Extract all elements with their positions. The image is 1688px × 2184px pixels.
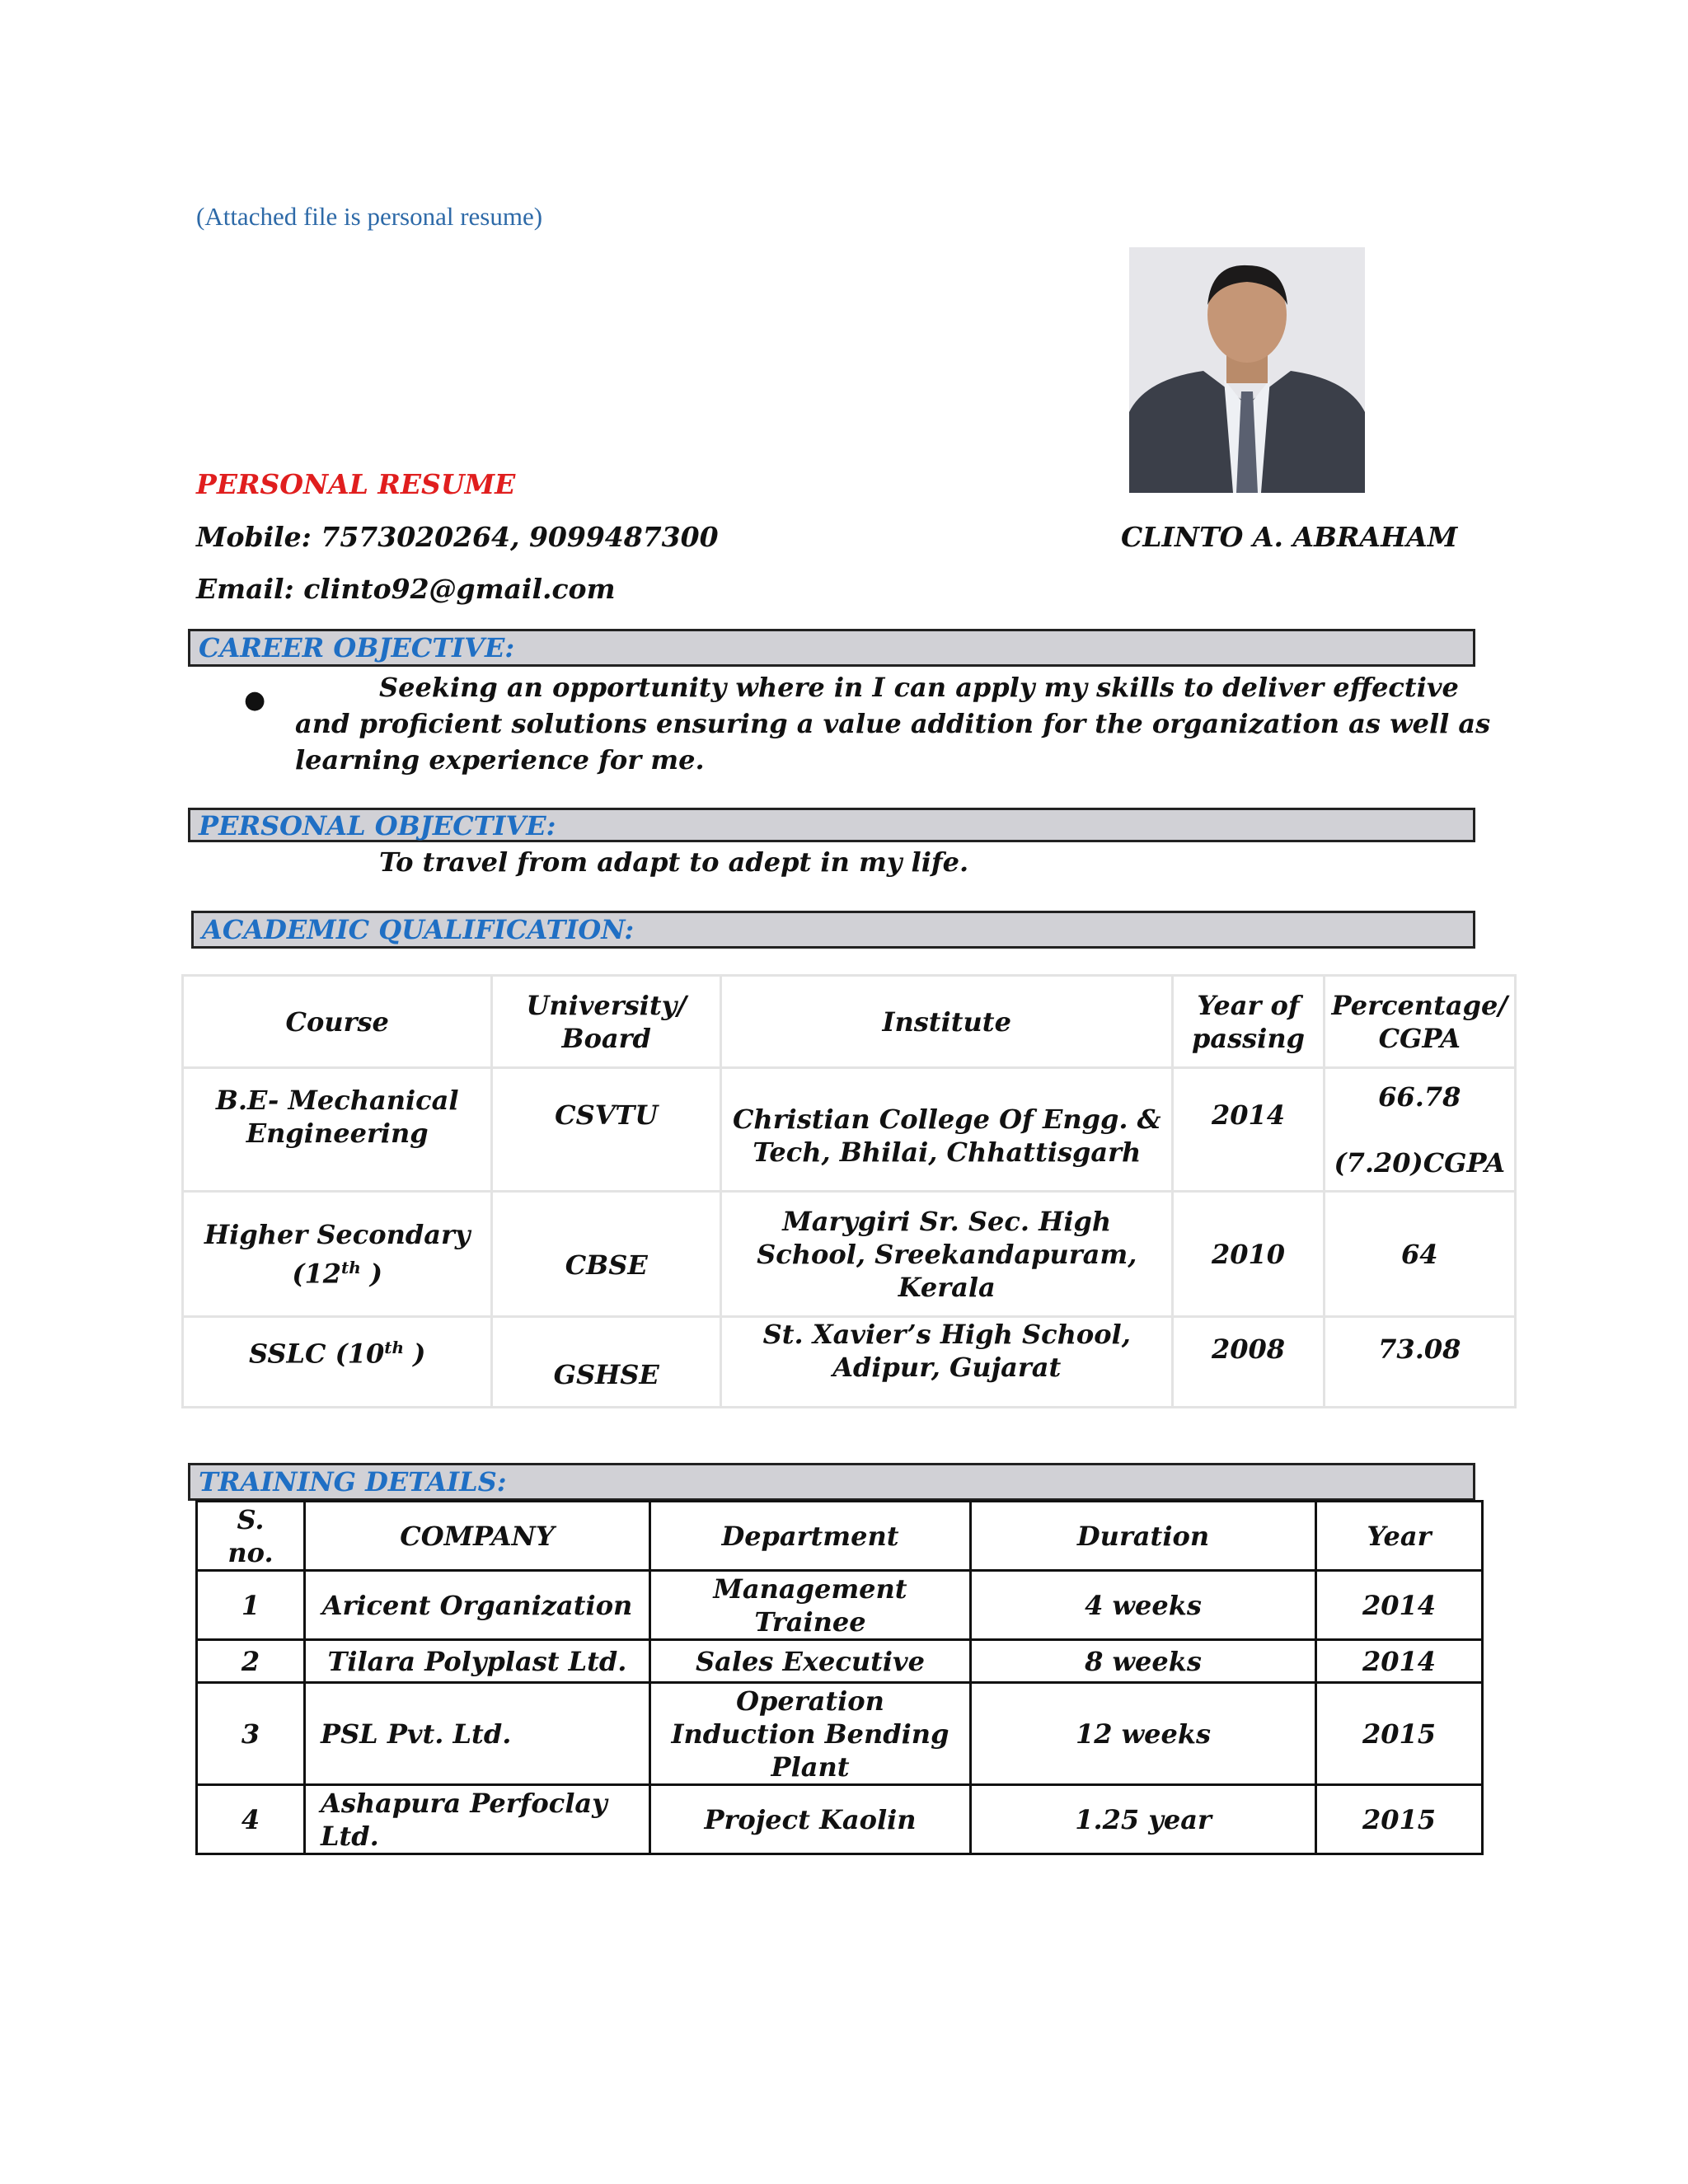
col-year: Year xyxy=(1316,1502,1483,1571)
email-address: Email: clinto92@gmail.com xyxy=(196,573,616,605)
table-row xyxy=(183,1068,1516,1192)
table-row xyxy=(183,1317,1516,1408)
col-duration: Duration xyxy=(971,1502,1316,1571)
institute-cell: Marygiri Sr. Sec. High School, Sreekandapuram, Kerala xyxy=(721,1192,1173,1317)
department-cell: Sales Executive xyxy=(650,1640,971,1683)
board-cell: CBSE xyxy=(492,1192,721,1317)
year-cell: 2010 xyxy=(1173,1192,1324,1317)
department-cell: Project Kaolin xyxy=(650,1785,971,1854)
col-year: Year of passing xyxy=(1173,976,1324,1068)
academic-qualification-heading: ACADEMIC QUALIFICATION: xyxy=(191,911,1475,949)
year-cell: 2014 xyxy=(1173,1068,1324,1192)
company-cell: Aricent Organization xyxy=(305,1571,650,1640)
career-line-2: and proficient solutions ensuring a value addition for the organization as well as xyxy=(295,708,1491,739)
department-cell: Management Trainee xyxy=(650,1571,971,1640)
sno-cell: 3 xyxy=(197,1683,305,1785)
career-line-1: Seeking an opportunity where in I can apply my skills to deliver effective xyxy=(379,672,1459,703)
board-cell: GSHSE xyxy=(492,1317,721,1408)
attached-note: (Attached file is personal resume) xyxy=(196,202,543,231)
year-cell: 2015 xyxy=(1316,1683,1483,1785)
sno-cell: 2 xyxy=(197,1640,305,1683)
career-line-3: learning experience for me. xyxy=(295,744,705,776)
table-row xyxy=(183,1192,1516,1317)
col-percentage: Percentage/ CGPA xyxy=(1324,976,1515,1068)
year-cell: 2015 xyxy=(1316,1785,1483,1854)
profile-photo xyxy=(1129,247,1365,493)
course-cell: B.E- Mechanical Engineering xyxy=(183,1068,492,1192)
training-table xyxy=(195,1500,1484,1855)
col-university: University/ Board xyxy=(492,976,721,1068)
institute-cell: St. Xavier’s High School, Adipur, Gujarat xyxy=(721,1317,1173,1408)
company-cell: Ashapura Perfoclay Ltd. xyxy=(305,1785,650,1854)
duration-cell: 12 weeks xyxy=(971,1683,1316,1785)
table-row xyxy=(197,1571,1483,1640)
year-cell: 2008 xyxy=(1173,1317,1324,1408)
personal-objective-heading: PERSONAL OBJECTIVE: xyxy=(188,808,1475,842)
col-institute: Institute xyxy=(721,976,1173,1068)
academic-table xyxy=(181,974,1517,1408)
year-cell: 2014 xyxy=(1316,1571,1483,1640)
col-company: COMPANY xyxy=(305,1502,650,1571)
person-portrait-icon xyxy=(1129,247,1365,493)
bullet-icon: ● xyxy=(244,686,266,715)
institute-cell: Christian College Of Engg. & Tech, Bhilai, Chhattisgarh xyxy=(721,1068,1173,1192)
course-cell: SSLC (10th ) xyxy=(183,1317,492,1408)
table-row xyxy=(197,1640,1483,1683)
table-header-row xyxy=(197,1502,1483,1571)
resume-title: PERSONAL RESUME xyxy=(196,468,516,500)
percentage-cell: 73.08 xyxy=(1324,1317,1515,1408)
year-cell: 2014 xyxy=(1316,1640,1483,1683)
candidate-name: CLINTO A. ABRAHAM xyxy=(1121,521,1458,553)
col-course: Course xyxy=(183,976,492,1068)
percentage-cell: 66.78 (7.20)CGPA xyxy=(1324,1068,1515,1192)
col-sno: S. no. xyxy=(197,1502,305,1571)
duration-cell: 1.25 year xyxy=(971,1785,1316,1854)
table-header-row xyxy=(183,976,1516,1068)
department-cell: Operation Induction Bending Plant xyxy=(650,1683,971,1785)
percentage-cell: 64 xyxy=(1324,1192,1515,1317)
table-row xyxy=(197,1785,1483,1854)
duration-cell: 8 weeks xyxy=(971,1640,1316,1683)
mobile-number: Mobile: 7573020264, 9099487300 xyxy=(196,521,719,553)
table-row xyxy=(197,1683,1483,1785)
career-objective-heading: CAREER OBJECTIVE: xyxy=(188,629,1475,667)
board-cell: CSVTU xyxy=(492,1068,721,1192)
sno-cell: 4 xyxy=(197,1785,305,1854)
duration-cell: 4 weeks xyxy=(971,1571,1316,1640)
course-cell: Higher Secondary (12th ) xyxy=(183,1192,492,1317)
sno-cell: 1 xyxy=(197,1571,305,1640)
company-cell: Tilara Polyplast Ltd. xyxy=(305,1640,650,1683)
col-department: Department xyxy=(650,1502,971,1571)
training-details-heading: TRAINING DETAILS: xyxy=(188,1463,1475,1501)
personal-objective-text: To travel from adapt to adept in my life. xyxy=(379,846,969,878)
company-cell: PSL Pvt. Ltd. xyxy=(305,1683,650,1785)
